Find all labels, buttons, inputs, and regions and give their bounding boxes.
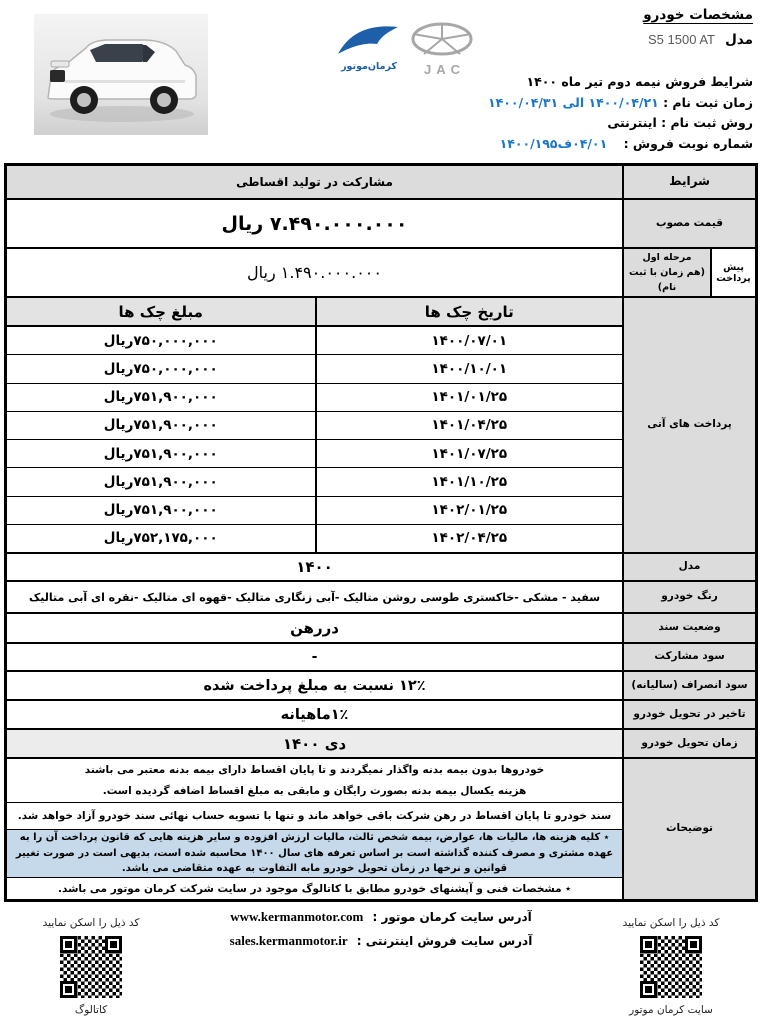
model-label: مدل: [725, 32, 753, 48]
qr-block-catalog: [26, 917, 156, 1016]
approved-price-value: ۷.۴۹۰.۰۰۰.۰۰۰ ریال: [221, 212, 408, 235]
color-label: رنگ خودرو: [622, 582, 755, 612]
note-costs-highlighted: ٭ کلیه هزینه ها، مالیات ها، عوارض، بیمه شخص ثالث، مالیات ارزش افزوده و سایر هزینه هایی که قانون پرداخت آن را به عهده مشتری و مصرف کننده گذاشته است بر اساس تعرفه های سال ۱۴۰۰ محاسبه شده است، بدیهی است در صورت تغییر قوانین و نرخها در زمان تحویل خودرو مابه التفاوت به عهده متقاضی می باشد.: [7, 830, 622, 878]
prepayment-stage: مرحله اول: [642, 251, 692, 263]
check-date: ۱۴۰۲/۰۴/۲۵: [315, 525, 623, 552]
registration-method-label: روش ثبت نام :: [661, 115, 753, 130]
approved-price-label: قیمت مصوب: [622, 200, 755, 247]
document-status-label: وضعیت سند: [622, 614, 755, 642]
sale-number-label: شماره نوبت فروش :: [623, 135, 753, 151]
document-status-row: [7, 614, 755, 644]
check-amount: ۷۵۲,۱۷۵,۰۰۰ریال: [103, 530, 218, 547]
prepayment-stage-note: (هم زمان با ثبت نام): [629, 266, 705, 294]
jac-logo-text: JAC: [423, 62, 465, 77]
notes-label: توضیحات: [622, 759, 755, 899]
scan-hint: کد ذیل را اسکن نمایید: [622, 917, 720, 929]
delivery-delay-value: ۱٪ماهیانه: [280, 706, 349, 723]
checks-header-row: [7, 298, 622, 327]
qr-site-caption: سایت کرمان موتور: [629, 1004, 713, 1016]
note-catalog: ٭ مشخصات فنی و آپشنهای خودرو مطابق با کاتالوگ موجود در سایت شرکت کرمان موتور می باشد.: [58, 882, 571, 895]
checks-table: [7, 298, 622, 552]
future-payments-label: پرداخت های آتی: [622, 298, 755, 552]
sales-address-label: آدرس سایت فروش اینترنتی :: [356, 934, 533, 948]
check-date: ۱۴۰۱/۱۰/۲۵: [315, 468, 623, 495]
qr-block-site: [596, 917, 746, 1016]
check-date: ۱۴۰۰/۰۷/۰۱: [315, 327, 623, 354]
check-amount-header: مبلغ چک ها: [118, 302, 203, 321]
prepayment-label: پیش پرداخت: [710, 249, 755, 296]
qr-code-site-icon: [640, 936, 702, 998]
delivery-time-row: [7, 730, 755, 759]
cancellation-profit-row: [7, 672, 755, 701]
check-row: [7, 440, 622, 468]
note-insurance-line2: هزینه یکسال بیمه بدنه بصورت رایگان و مابقی به مبلغ اقساط اضافه گردیده است.: [102, 784, 527, 797]
sale-number-value: ۰۴/۰۱ف۱۴۰۰/۱۹۵: [499, 135, 608, 151]
color-value: سفید - مشکی -خاکستری طوسی روشن متالیک -آبی زنگاری متالیک -قهوه ای متالیک -نقره ای آبی متالیک: [28, 590, 601, 604]
car-photo: [34, 14, 208, 135]
partnership-profit-row: [7, 644, 755, 672]
registration-time-line: [488, 93, 753, 114]
check-row: [7, 468, 622, 496]
sales-address-line: [120, 929, 642, 953]
model-year-value: ۱۴۰۰: [296, 558, 333, 576]
sales-address-url: sales.kermanmotor.ir: [229, 933, 348, 948]
check-amount: ۷۵۰,۰۰۰,۰۰۰ریال: [103, 360, 218, 377]
check-amount: ۷۵۱,۹۰۰,۰۰۰ریال: [103, 417, 218, 434]
delivery-time-value: دی ۱۴۰۰: [7, 730, 622, 757]
model-year-label: مدل: [622, 554, 755, 580]
registration-time-value: ۱۴۰۰/۰۴/۲۱ الی ۱۴۰۰/۰۴/۳۱: [488, 94, 659, 110]
sale-conditions-block: [488, 72, 753, 154]
check-row: [7, 525, 622, 552]
scan-hint: کد ذیل را اسکن نمایید: [42, 917, 140, 929]
page-title: مشخصات خودرو: [643, 7, 753, 23]
check-date: ۱۴۰۱/۰۴/۲۵: [315, 412, 623, 439]
note-document-pledge: سند خودرو تا پایان اقساط در رهن شرکت باقی خواهد ماند و تنها با تسویه حساب نهائی سند خودرو آزاد خواهد شد.: [7, 803, 622, 830]
jac-logo: [408, 22, 476, 94]
prepayment-stage-cell: [624, 249, 710, 296]
qr-catalog-caption: کاتالوگ: [74, 1004, 108, 1016]
site-address-url: www.kermanmotor.com: [230, 909, 364, 924]
delivery-time-label: زمان تحویل خودرو: [622, 730, 755, 757]
site-address-line: [120, 905, 642, 929]
check-row: [7, 355, 622, 383]
header-info: [488, 7, 753, 154]
check-amount: ۷۵۱,۹۰۰,۰۰۰ریال: [103, 389, 218, 406]
kerman-motor-logo-text: کرمان‌موتور: [341, 61, 397, 72]
approved-price-row: [7, 200, 755, 249]
check-date: ۱۴۰۰/۱۰/۰۱: [315, 355, 623, 382]
registration-time-label: زمان ثبت نام :: [663, 94, 753, 110]
qr-code-catalog-icon: [60, 936, 122, 998]
model-line: [488, 32, 753, 48]
brand-logos: [334, 22, 480, 94]
plan-header-cell: مشارکت در تولید اقساطی: [7, 166, 622, 198]
car-photo-illustration: [34, 14, 208, 135]
delivery-delay-label: تاخیر در تحویل خودرو: [622, 701, 755, 728]
check-row: [7, 412, 622, 440]
footer-addresses: [120, 905, 642, 953]
sale-number-line: [488, 134, 753, 155]
sale-period-title: شرایط فروش نیمه دوم تیر ماه ۱۴۰۰: [526, 74, 753, 89]
future-payments-section: [7, 298, 755, 554]
cancellation-profit-value: ۱۲٪ نسبت به مبلغ پرداخت شده: [203, 677, 426, 694]
partnership-profit-value: -: [311, 649, 318, 665]
registration-method-value: اینترنتی: [607, 115, 657, 130]
delivery-delay-row: [7, 701, 755, 730]
notes-content: [7, 759, 622, 899]
check-amount: ۷۵۱,۹۰۰,۰۰۰ریال: [103, 473, 218, 490]
site-address-label: آدرس سایت کرمان موتور :: [372, 910, 532, 924]
prepayment-label-group: [622, 249, 755, 296]
check-date: ۱۴۰۱/۰۷/۲۵: [315, 440, 623, 467]
check-row: [7, 384, 622, 412]
note-insurance-line1: خودروها بدون بیمه بدنه واگذار نمیگردند و تا پایان اقساط دارای بیمه بدنه معتبر می باشند: [84, 763, 545, 776]
jac-star-emblem-icon: [410, 22, 474, 58]
check-row: [7, 497, 622, 525]
partnership-profit-label: سود مشارکت: [622, 644, 755, 670]
cancellation-profit-label: سود انصراف (سالیانه): [622, 672, 755, 699]
model-value: S5 1500 AT: [648, 32, 715, 47]
registration-method-line: [488, 113, 753, 134]
document-status-value: دررهن: [290, 619, 339, 637]
check-amount: ۷۵۱,۹۰۰,۰۰۰ریال: [103, 445, 218, 462]
table-header-row: [7, 166, 755, 200]
notes-section: [7, 759, 755, 899]
note-insurance: [7, 759, 622, 803]
conditions-header-cell: شرایط: [622, 166, 755, 198]
model-year-row: [7, 554, 755, 582]
check-row: [7, 327, 622, 355]
kerman-motor-fin-icon: [336, 22, 402, 56]
color-row: [7, 582, 755, 614]
check-date-header: تاریخ چک ها: [315, 298, 623, 325]
conditions-table: [4, 163, 758, 902]
check-amount: ۷۵۱,۹۰۰,۰۰۰ریال: [103, 502, 218, 519]
check-date: ۱۴۰۱/۰۱/۲۵: [315, 384, 623, 411]
prepayment-row: [7, 249, 755, 298]
kerman-motor-logo: [334, 22, 404, 94]
prepayment-value: ۱.۴۹۰.۰۰۰.۰۰۰ ریال: [247, 263, 382, 282]
check-date: ۱۴۰۲/۰۱/۲۵: [315, 497, 623, 524]
check-amount: ۷۵۰,۰۰۰,۰۰۰ریال: [103, 332, 218, 349]
